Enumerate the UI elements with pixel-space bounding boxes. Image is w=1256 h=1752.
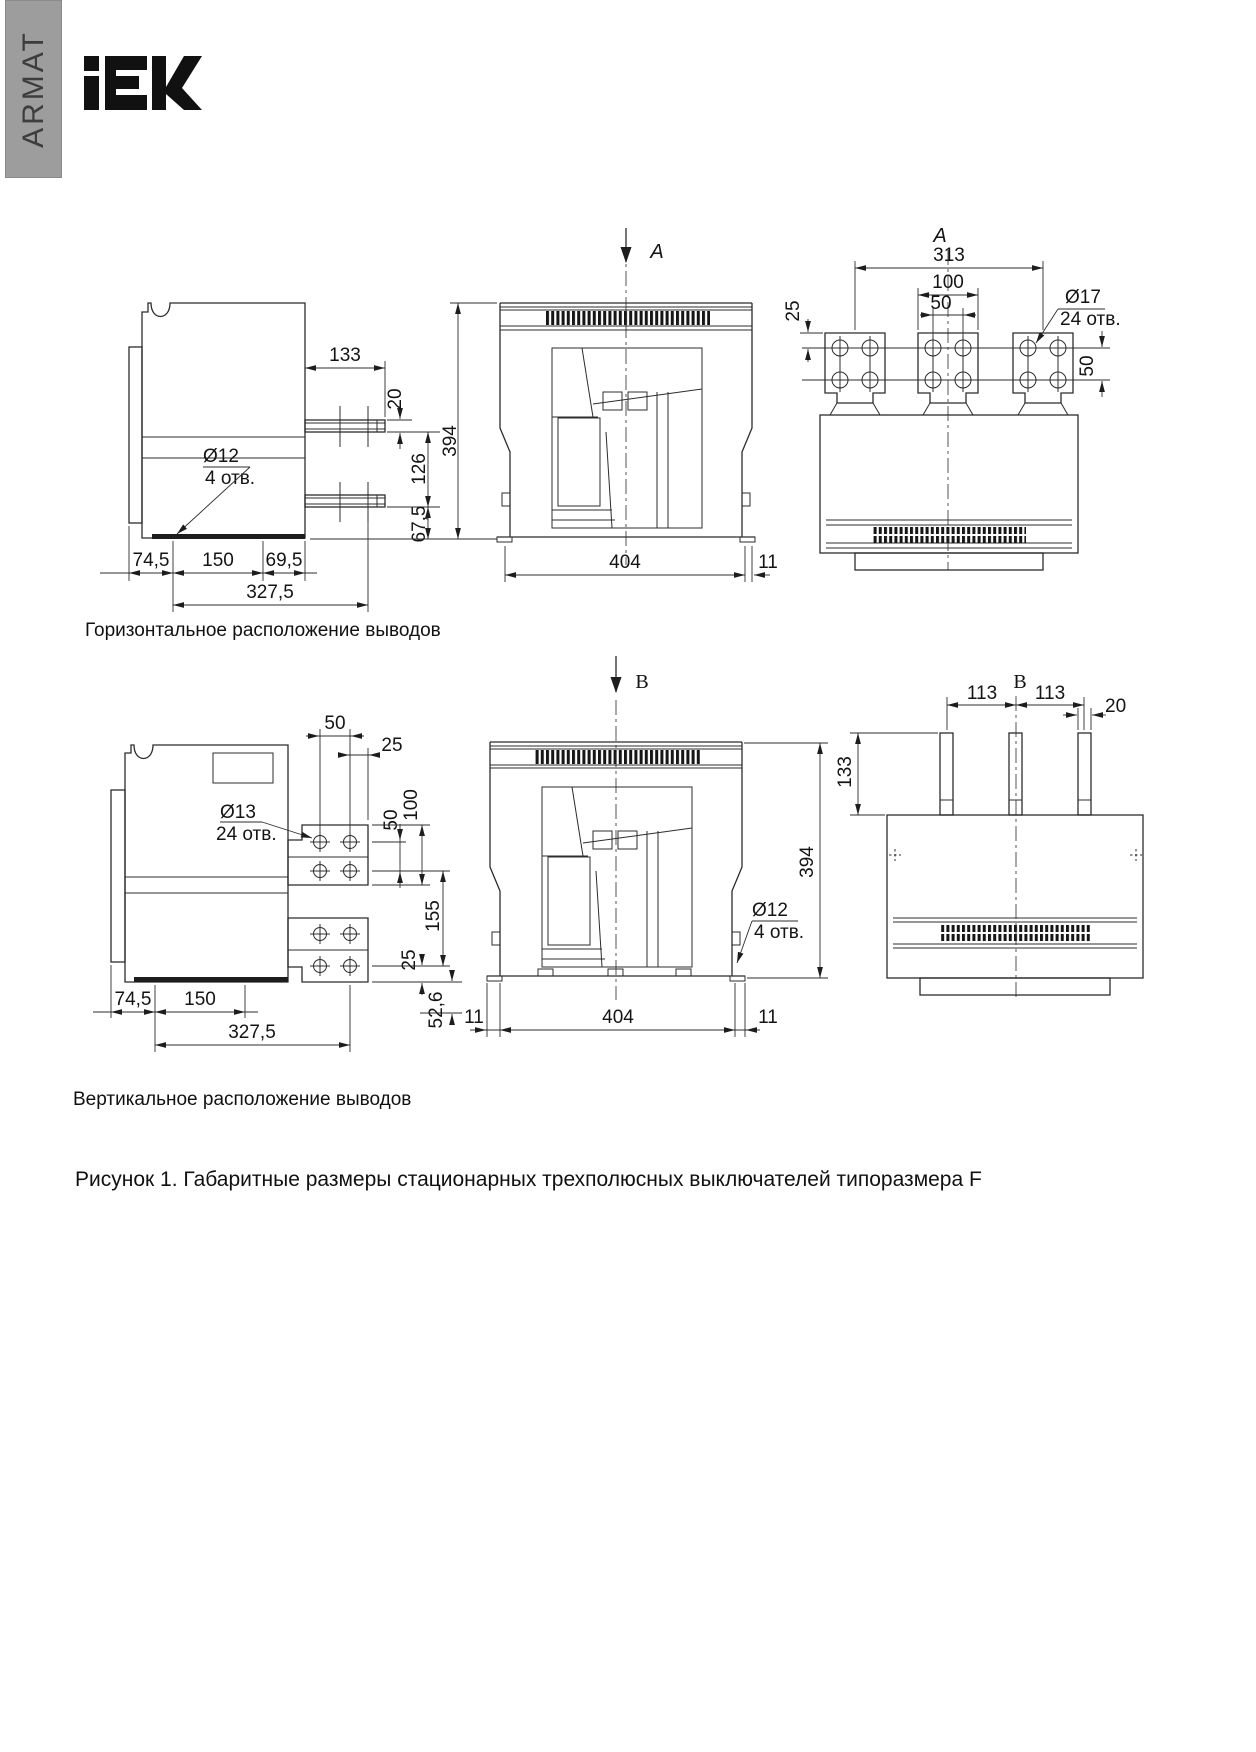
top-view-b: [887, 696, 1143, 1000]
dim-327-5: 327,5: [228, 1022, 276, 1043]
dim-25-top: 25: [381, 735, 403, 756]
dim-394: 394: [797, 846, 818, 878]
dim-20: 20: [385, 388, 406, 410]
side-view-vertical: [111, 745, 368, 982]
dim-150: 150: [202, 550, 234, 571]
terminal-holes: [310, 832, 360, 976]
hole-note-d13-qty: 24 отв.: [216, 824, 277, 845]
label-horizontal-arrangement: Горизонтальное расположение выводов: [85, 620, 441, 641]
dim-313: 313: [933, 245, 965, 266]
dim-404: 404: [602, 1007, 634, 1028]
label-vertical-arrangement: Вертикальное расположение выводов: [73, 1089, 412, 1110]
dim-69-5: 69,5: [265, 550, 303, 571]
figure-caption: Рисунок 1. Габаритные размеры стационарных трехполюсных выключателей типоразмера F: [75, 1168, 982, 1191]
dim-113-a: 113: [966, 683, 998, 704]
drawing-vertical-arrangement: [0, 640, 1256, 1065]
hole-note-qty: 4 отв.: [205, 468, 256, 489]
dim-52-6: 52,6: [426, 991, 447, 1029]
center-cross-marks: [889, 849, 1142, 861]
iek-logo: [84, 56, 204, 112]
hole-note-d12: Ø12: [203, 446, 239, 467]
dim-327-5: 327,5: [246, 582, 294, 603]
dim-11: 11: [758, 552, 778, 573]
armat-sidebar: [5, 0, 62, 178]
drawing-horizontal-arrangement: [0, 190, 1256, 630]
top-view-a: [802, 250, 1110, 570]
hole-note-d12: Ø12: [752, 900, 788, 921]
dim-133: 133: [329, 345, 361, 366]
hole-note-d17: Ø17: [1065, 287, 1101, 308]
hole-note-d17-qty: 24 отв.: [1060, 309, 1121, 330]
dims-top-view-b: [835, 671, 1126, 815]
section-marker-a: A: [650, 241, 664, 263]
front-view-vertical: [464, 656, 828, 1037]
dim-25: 25: [783, 300, 804, 322]
view-label-a: A: [933, 225, 947, 247]
dim-50-top: 50: [324, 713, 346, 734]
dim-113-b: 113: [1034, 683, 1066, 704]
dim-25-bottom: 25: [399, 949, 420, 971]
iek-logo-glyphs: [84, 56, 202, 110]
section-marker-b: B: [635, 671, 649, 693]
hole-note-d13: Ø13: [220, 802, 256, 823]
dim-50-right: 50: [1077, 355, 1098, 377]
dim-133: 133: [835, 756, 856, 788]
dims-side-vertical: [93, 713, 462, 1052]
dim-394: 394: [440, 425, 461, 457]
view-label-b: B: [1013, 671, 1027, 693]
hole-note-d12-qty: 4 отв.: [754, 922, 805, 943]
dim-404: 404: [609, 552, 641, 573]
dim-67-5: 67,5: [409, 505, 430, 543]
dim-155: 155: [423, 900, 444, 932]
side-view-horizontal: [129, 303, 385, 539]
dim-150: 150: [184, 989, 216, 1010]
dims-top-view-a: [783, 225, 1121, 397]
dim-126: 126: [409, 453, 430, 485]
dim-74-5: 74,5: [114, 989, 152, 1010]
dim-100: 100: [401, 789, 422, 821]
dim-50-right: 50: [381, 809, 402, 831]
dim-74-5: 74,5: [132, 550, 170, 571]
dim-20: 20: [1105, 696, 1127, 717]
front-view-horizontal: [497, 228, 778, 582]
dim-50: 50: [930, 293, 952, 314]
dim-11-left: 11: [464, 1007, 484, 1028]
armat-label: ARMAT: [16, 30, 50, 148]
dim-11-right: 11: [758, 1007, 778, 1028]
dim-100: 100: [932, 272, 964, 293]
